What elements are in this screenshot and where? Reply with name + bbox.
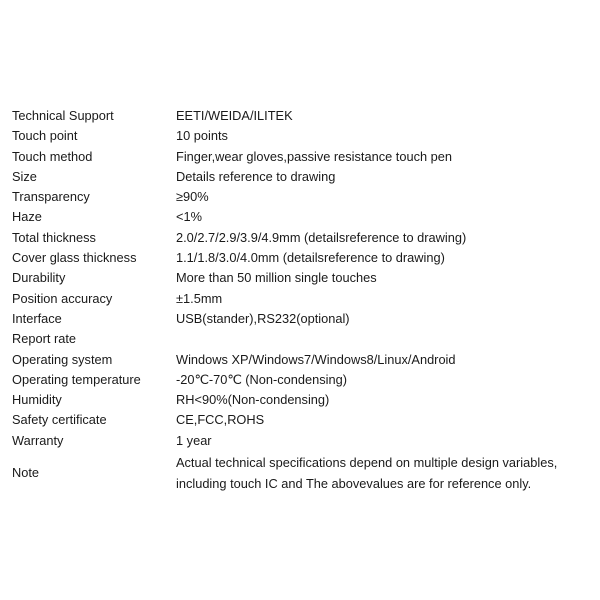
spec-value: ±1.5mm — [176, 290, 223, 306]
spec-value: USB(stander),RS232(optional) — [176, 310, 350, 326]
spec-label: Interface — [12, 310, 62, 326]
note-line-1: Actual technical specifications depend on multiple design variables, — [176, 455, 558, 471]
spec-value: Details reference to drawing — [176, 168, 336, 184]
spec-row-transparency — [12, 187, 592, 207]
spec-label: Position accuracy — [12, 290, 113, 306]
spec-value: <1% — [176, 209, 202, 225]
spec-row-report-rate — [12, 329, 592, 349]
spec-label: Technical Support — [12, 108, 114, 123]
note-line-2: including touch IC and The abovevalues are for reference only. — [176, 476, 532, 492]
spec-value: 1.1/1.8/3.0/4.0mm (detailsreference to drawing) — [176, 250, 445, 266]
spec-label: Note — [12, 464, 40, 480]
spec-row-humidity — [12, 390, 592, 410]
spec-row-operating-temperature — [12, 370, 592, 390]
spec-row-technical-support — [12, 106, 592, 126]
spec-label: Transparency — [12, 189, 90, 205]
spec-label: Haze — [12, 209, 42, 225]
spec-row-warranty — [12, 431, 592, 451]
spec-row-safety-certificate — [12, 410, 592, 430]
spec-label: Durability — [12, 270, 66, 286]
spec-value: More than 50 million single touches — [176, 270, 377, 286]
spec-value: 2.0/2.7/2.9/3.9/4.9mm (detailsreference to drawing) — [176, 229, 467, 245]
spec-label: Report rate — [12, 331, 77, 347]
spec-label: Humidity — [12, 392, 62, 408]
spec-label: Cover glass thickness — [12, 250, 137, 266]
spec-label: Safety certificate — [12, 412, 107, 428]
spec-row-size — [12, 167, 592, 187]
spec-row-cover-glass-thickness — [12, 248, 592, 268]
spec-row-operating-system — [12, 350, 592, 370]
spec-value: EETI/WEIDA/ILITEK — [176, 108, 293, 123]
spec-label: Operating system — [12, 351, 113, 367]
spec-value: CE,FCC,ROHS — [176, 412, 265, 428]
spec-row-durability — [12, 268, 592, 288]
spec-label: Operating temperature — [12, 371, 141, 387]
spec-value: Windows XP/Windows7/Windows8/Linux/Android — [176, 351, 456, 367]
note-text — [176, 452, 592, 494]
spec-row-position-accuracy — [12, 289, 592, 309]
spec-value: -20℃-70℃ (Non-condensing) — [176, 371, 348, 387]
spec-row-interface — [12, 309, 592, 329]
spec-label: Size — [12, 168, 37, 184]
spec-label: Touch point — [12, 128, 78, 144]
spec-row-haze — [12, 207, 592, 227]
spec-value: RH<90%(Non-condensing) — [176, 392, 330, 408]
spec-label: Warranty — [12, 432, 64, 448]
spec-label: Touch method — [12, 148, 93, 164]
spec-row-total-thickness — [12, 228, 592, 248]
spec-value: ≥90% — [176, 189, 209, 205]
spec-row-touch-method — [12, 147, 592, 167]
spec-value: Finger,wear gloves,passive resistance touch pen — [176, 148, 452, 164]
spec-row-note — [12, 451, 592, 494]
spec-value: 1 year — [176, 432, 212, 448]
spec-table — [12, 106, 592, 494]
spec-value: 10 points — [176, 128, 228, 144]
spec-label: Total thickness — [12, 229, 96, 245]
spec-row-touch-point — [12, 126, 592, 146]
